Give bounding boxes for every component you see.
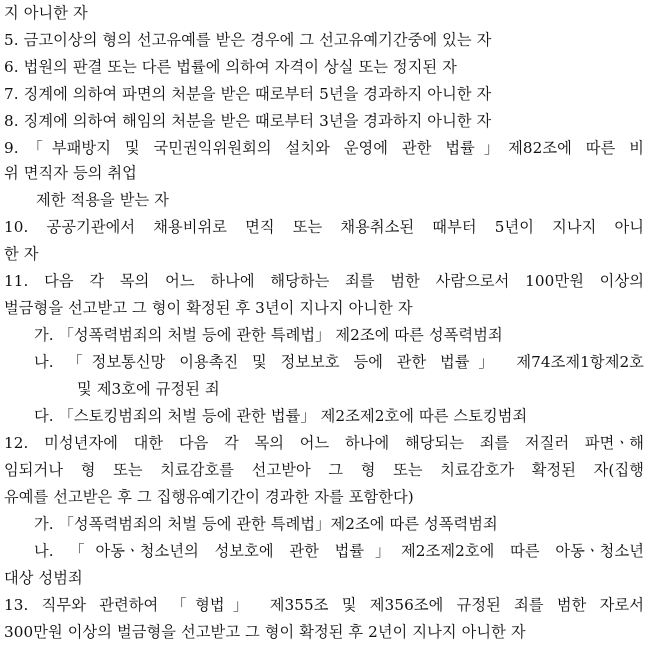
text-line: 나. 「아동ㆍ청소년의 성보호에 관한 법률」제2조제2호에 따른 아동ㆍ청소년	[34, 542, 644, 560]
text-line: 제한 적용을 받는 자	[36, 191, 169, 209]
text-line: 7. 징계에 의하여 파면의 처분을 받은 때로부터 5년을 경과하지 아니한 자	[4, 85, 492, 103]
text-line: 11. 다음 각 목의 어느 하나에 해당하는 죄를 범한 사람으로서 100만원 이상의	[4, 272, 644, 290]
text-line: 13. 직무와 관련하여 「형법」 제355조 및 제356조에 규정된 죄를 범한 자로서	[4, 596, 644, 614]
text-line: 나. 「정보통신망 이용촉진 및 정보보호 등에 관한 법률」 제74조제1항제2호	[34, 353, 644, 371]
text-line: 지 아니한 자	[4, 4, 88, 22]
text-line: 다. 「스토킹범죄의 처벌 등에 관한 법률」 제2조제2호에 따른 스토킹범죄	[34, 407, 528, 425]
text-line: 8. 징계에 의하여 해임의 처분을 받은 때로부터 3년을 경과하지 아니한 자	[4, 112, 492, 130]
text-line: 유예를 선고받은 후 그 집행유예기간이 경과한 자를 포함한다)	[4, 488, 414, 506]
text-line: 임되거나 형 또는 치료감호를 선고받아 그 형 또는 치료감호가 확정된 자(집행	[4, 461, 644, 479]
text-line: 6. 법원의 판결 또는 다른 법률에 의하여 자격이 상실 또는 정지된 자	[4, 58, 457, 76]
text-line: 가. 「성폭력범죄의 처벌 등에 관한 특례법」 제2조에 따른 성폭력범죄	[34, 326, 503, 344]
text-line: 12. 미성년자에 대한 다음 각 목의 어느 하나에 해당되는 죄를 저질러 파면ㆍ해	[4, 434, 644, 452]
text-line: 5. 금고이상의 형의 선고유예를 받은 경우에 그 선고유예기간중에 있는 자	[4, 31, 492, 49]
text-line: 300만원 이상의 벌금형을 선고받고 그 형이 확정된 후 2년이 지나지 아니한 자	[4, 623, 526, 641]
text-line: 대상 성범죄	[4, 569, 83, 587]
text-line: 한 자	[4, 245, 39, 263]
text-line: 벌금형을 선고받고 그 형이 확정된 후 3년이 지나지 아니한 자	[4, 299, 413, 317]
text-line: 위 면직자 등의 취업	[4, 164, 137, 182]
text-line: 9.「부패방지 및 국민권익위원회의 설치와 운영에 관한 법률」제82조에 따른 비	[4, 139, 644, 157]
text-line: 가. 「성폭력범죄의 처벌 등에 관한 특례법」제2조에 따른 성폭력범죄	[34, 515, 498, 533]
text-line: 10. 공공기관에서 채용비위로 면직 또는 채용취소된 때부터 5년이 지나지 아니	[4, 218, 644, 236]
text-line: 및 제3호에 규정된 죄	[77, 380, 220, 398]
